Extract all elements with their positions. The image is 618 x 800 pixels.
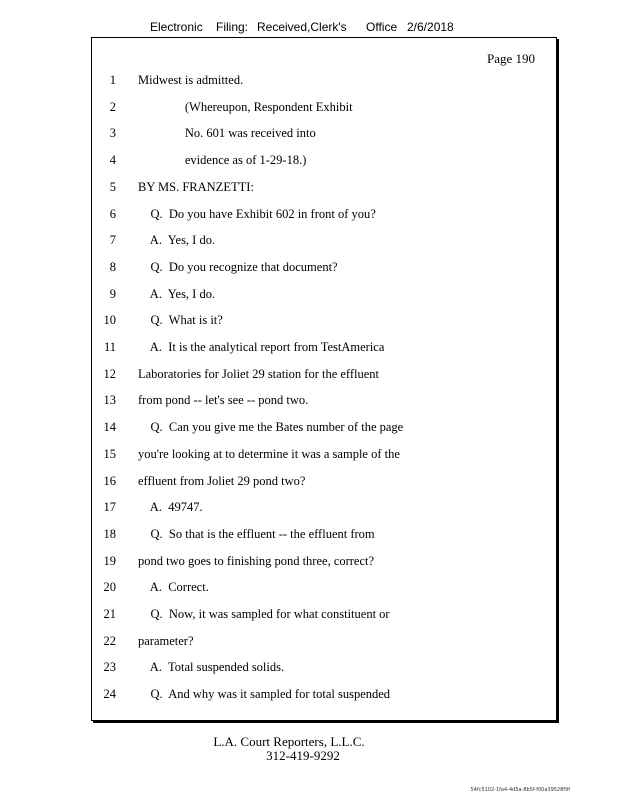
transcript-line [92,153,556,171]
transcript-line [92,554,556,572]
line-text: No. 601 was received into [138,126,316,141]
transcript-line [92,233,556,251]
line-number: 10 [103,313,116,328]
line-number: 3 [109,126,116,141]
document-id-stamp: 54fc5102-1fa4-4d5a-8b5f-f00a39528f9f [470,787,570,793]
transcript-line [92,126,556,144]
line-text: Q. And why was it sampled for total suspended [138,687,391,702]
transcript-line [92,260,556,278]
line-number: 24 [103,687,116,702]
line-number: 22 [103,633,116,648]
line-text: A. It is the analytical report from TestAmerica [138,340,385,354]
line-text: A. Total suspended solids. [138,660,285,675]
transcript-line [92,474,556,492]
line-number: 4 [109,153,116,168]
line-number: 8 [109,259,116,274]
line-number: 11 [103,340,116,354]
header-word-date: 2/6/2018 [407,20,454,34]
line-number: 2 [109,99,116,114]
line-number: 7 [109,233,116,248]
transcript-line [92,340,556,358]
line-text: A. Yes, I do. [138,286,216,301]
line-text: from pond -- let's see -- pond two. [138,393,309,408]
transcript-line [92,287,556,305]
line-number: 9 [109,286,116,301]
transcript-line [92,634,556,652]
transcript-line [92,687,556,705]
line-number: 1 [109,73,116,87]
line-text: Q. So that is the effluent -- the effluent from [138,526,375,541]
line-text: (Whereupon, Respondent Exhibit [138,99,353,114]
line-text: parameter? [138,633,194,648]
line-text: Midwest is admitted. [138,73,244,87]
line-number: 16 [103,473,116,488]
transcript-line [92,100,556,118]
transcript-line [92,73,556,91]
line-text: BY MS. FRANZETTI: [138,179,254,194]
line-text: Q. Do you recognize that document? [138,259,338,274]
transcript-line [92,393,556,411]
footer-phone: 312-419-9292 [266,748,340,763]
line-text: you're looking at to determine it was a sample of the [138,446,400,461]
transcript-line [92,420,556,438]
line-number: 19 [103,553,116,568]
footer-company: L.A. Court Reporters, L.L.C. [213,734,365,749]
transcript-line [92,527,556,545]
transcript-line [92,607,556,625]
line-text: Laboratories for Joliet 29 station for the effluent [138,366,380,381]
line-number: 5 [109,179,116,194]
line-text: A. 49747. [138,500,203,515]
transcript-line [92,180,556,198]
filing-header [0,20,618,36]
line-text: Q. Do you have Exhibit 602 in front of you? [138,206,376,221]
line-number: 15 [103,446,116,461]
transcript-line [92,313,556,331]
header-word-received: Received,Clerk's [257,20,347,34]
page-number: Page 190 [486,51,535,66]
line-text: Q. Now, it was sampled for what constituent or [138,607,390,621]
transcript-line [92,580,556,598]
transcript-line [92,660,556,678]
line-text: pond two goes to finishing pond three, correct? [138,553,375,568]
line-text: evidence as of 1-29-18.) [138,153,307,168]
line-number: 17 [103,500,116,515]
transcript-page [91,37,557,721]
line-number: 6 [109,206,116,221]
line-text: Q. Can you give me the Bates number of the page [138,420,404,435]
header-word-electronic: Electronic [150,20,203,34]
line-number: 20 [103,580,116,595]
transcript-line [92,500,556,518]
line-number: 14 [103,420,116,435]
transcript-line [92,367,556,385]
line-text: Q. What is it? [138,313,223,328]
transcript-line [92,207,556,225]
header-word-filing: Filing: [216,20,249,34]
line-number: 21 [103,607,116,621]
transcript-line [92,447,556,465]
line-text: A. Correct. [138,580,209,595]
line-number: 13 [103,393,116,408]
line-number: 23 [103,660,116,675]
header-word-office: Office [366,20,398,34]
line-number: 18 [103,526,116,541]
line-text: effluent from Joliet 29 pond two? [138,473,306,488]
line-number: 12 [103,366,116,381]
line-text: A. Yes, I do. [138,233,216,248]
